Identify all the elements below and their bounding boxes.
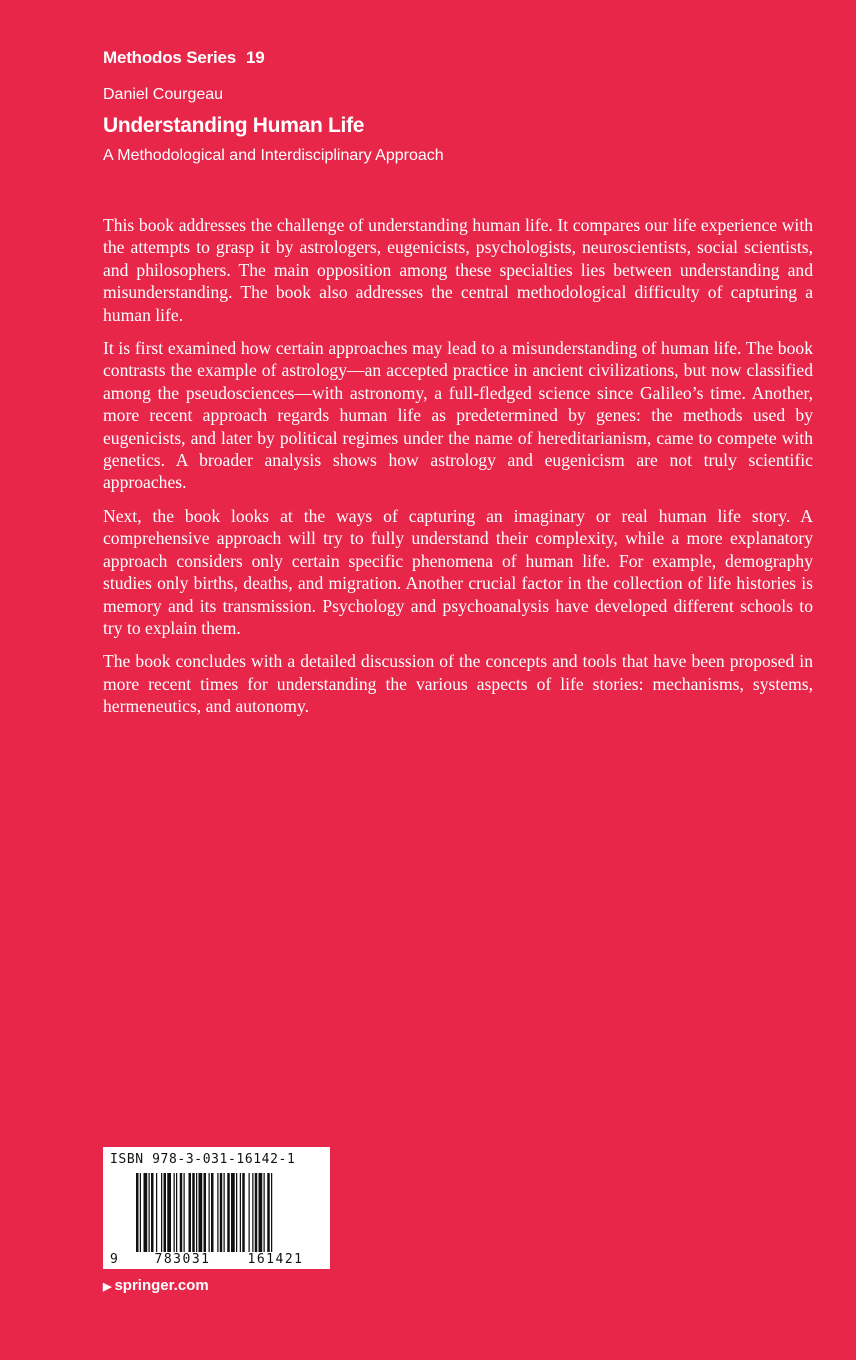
barcode-bar (224, 1173, 225, 1253)
publisher-website[interactable] (103, 1277, 209, 1294)
series-number: 19 (246, 48, 265, 67)
barcode-bar (267, 1173, 270, 1253)
barcode-bar (140, 1173, 141, 1253)
series-name: Methodos Series (103, 48, 237, 67)
barcode-bar (184, 1173, 185, 1253)
barcode-bar (242, 1173, 245, 1253)
description-paragraph: Next, the book looks at the ways of capturing an imaginary or real human life story. A comprehensive approach will try to fully understand their complexity, while a more explanatory approach considers only certain specific phenomena of human life. For example, demography studies only births, deaths, and migration. Another crucial factor in the collection of life histories is memory and its transmission. Psychology and psychoanalysis have developed different schools to try to explain them. (103, 505, 813, 638)
barcode-bar (192, 1173, 195, 1253)
barcode-digit-group: 161421 (229, 1252, 322, 1267)
barcode-bar (255, 1173, 258, 1253)
book-subtitle: A Methodological and Interdisciplinary Approach (103, 147, 444, 164)
barcode-bar (204, 1173, 207, 1253)
barcode-digit-group: 783031 (136, 1252, 229, 1267)
barcode-bar (240, 1173, 241, 1253)
author-name: Daniel Courgeau (103, 86, 224, 103)
barcode-bar (176, 1173, 177, 1253)
barcode-bar (252, 1173, 253, 1253)
barcode-digits (110, 1252, 323, 1267)
barcode-bar (136, 1173, 139, 1253)
barcode-bar (199, 1173, 203, 1253)
series-label (103, 48, 265, 68)
description-paragraph: The book concludes with a detailed discussion of the concepts and tools that have been proposed in more recent times for understanding the various aspects of life stories: mechanisms, systems, hermeneutics, and autonomy. (103, 651, 813, 717)
barcode-bar (211, 1173, 214, 1253)
barcode-bar (196, 1173, 197, 1253)
barcode-bar (180, 1173, 183, 1253)
barcode-bar (217, 1173, 218, 1253)
barcode-bar (167, 1173, 171, 1253)
barcode-bar (189, 1173, 192, 1253)
barcode-digit-first: 9 (110, 1252, 118, 1267)
barcode-bar (220, 1173, 223, 1253)
barcode-bar (236, 1173, 237, 1253)
barcode-bar (227, 1173, 230, 1253)
book-title: Understanding Human Life (103, 114, 365, 137)
barcode-bar (271, 1173, 272, 1253)
barcode-bar (156, 1173, 157, 1253)
barcode-bar (161, 1173, 162, 1253)
barcode-bar (249, 1173, 250, 1253)
description-paragraph: This book addresses the challenge of understanding human life. It compares our life experience with the attempts to grasp it by astrologers, eugenicists, psychologists, neuroscientists, social scientists, and philosophers. The main opposition among these specialties lies between understanding and misunderstanding. The book also addresses the central methodological difficulty of capturing a human life. (103, 215, 813, 325)
barcode-bar (164, 1173, 167, 1253)
description-paragraph: It is first examined how certain approaches may lead to a misunderstanding of human life. The book contrasts the example of astrology—an accepted practice in ancient civilizations, but now classified among the pseudosciences—with astronomy, a full-fledged science since Galileo’s time. Another, more recent approach regards human life as predetermined by genes: the methods used by eugenicists, and later by political regimes under the name of hereditarianism, came to compete with genetics. A broader analysis shows how astrology and eugenicism are not truly scientific approaches. (103, 338, 813, 493)
barcode-bar (144, 1173, 148, 1253)
isbn-number: ISBN 978-3-031-16142-1 (110, 1152, 296, 1167)
isbn-barcode (103, 1147, 330, 1269)
arrow-right-icon: ▶ (103, 1281, 112, 1293)
barcode-bar (259, 1173, 263, 1253)
barcode-bar (231, 1173, 235, 1253)
website-label: springer.com (114, 1277, 209, 1294)
barcode-bars (136, 1173, 322, 1253)
barcode-bar (174, 1173, 175, 1253)
barcode-bar (209, 1173, 210, 1253)
barcode-bar (151, 1173, 154, 1253)
book-description (103, 214, 813, 729)
barcode-bar (264, 1173, 265, 1253)
barcode-bar (149, 1173, 150, 1253)
